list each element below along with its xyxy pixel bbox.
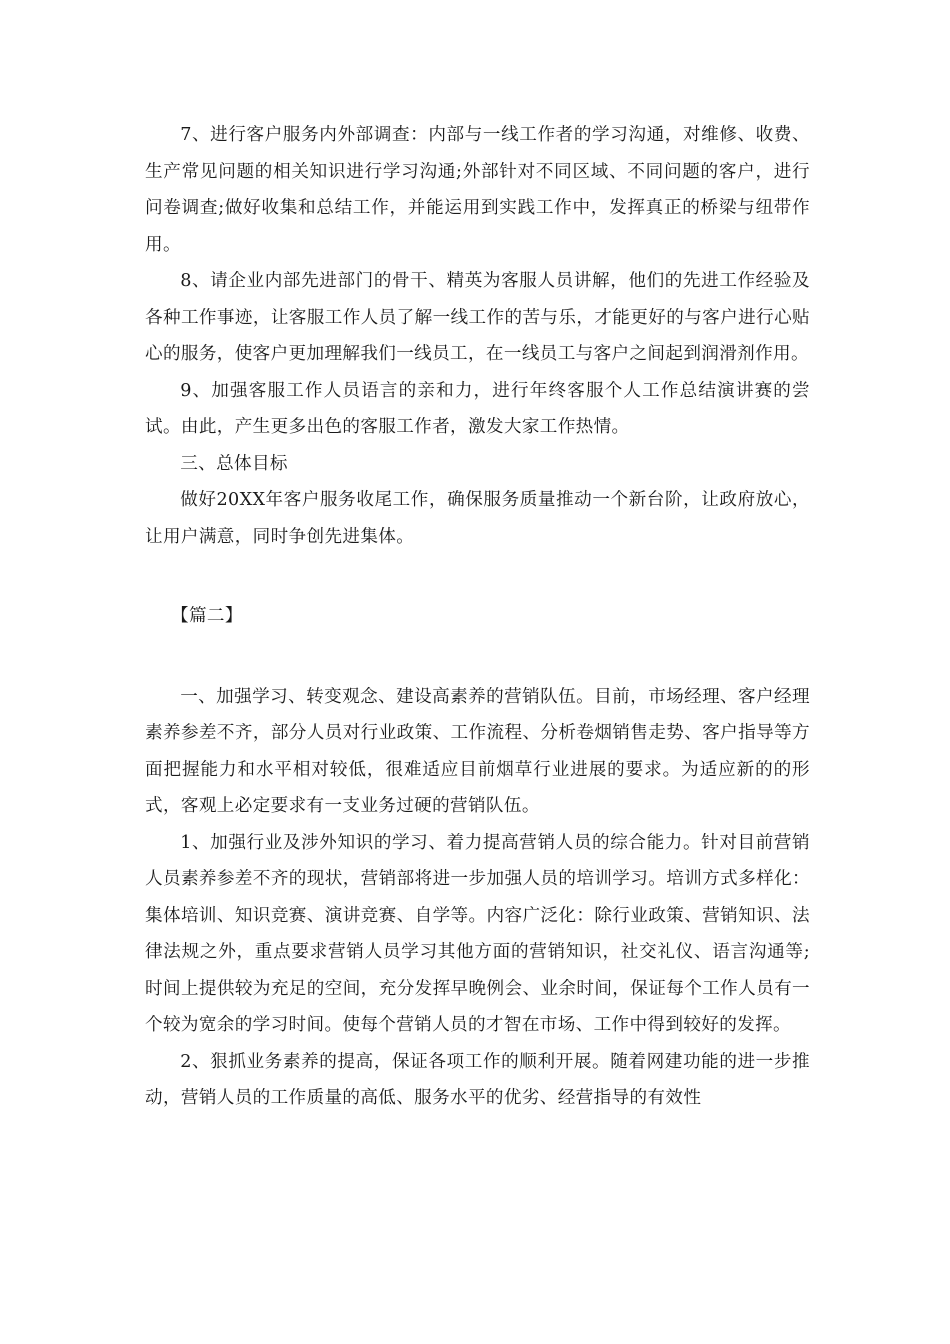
section-title: 【篇二】: [171, 606, 243, 626]
paragraph-item-9: 9、加强客服工作人员语言的亲和力，进行年终客服个人工作总结演讲赛的尝试。由此，产生更多出色的客服工作者，激发大家工作热情。: [145, 380, 810, 437]
paragraph-item-1: 1、加强行业及涉外知识的学习、着力提高营销人员的综合能力。针对目前营销人员素养参差不齐的现状，营销部将进一步加强人员的培训学习。培训方式多样化：集体培训、知识竞赛、演讲竞赛、自学等。内容广泛化：除行业政策、营销知识、法律法规之外，重点要求营销人员学习其他方面的营销知识，社交礼仪、语言沟通等;时间上提供较为充足的空间，充分发挥早晚例会、业余时间，保证每个工作人员有一个较为宽余的学习时间。使每个营销人员的才智在市场、工作中得到较好的发挥。: [145, 832, 810, 1035]
paragraph-item-8: 8、请企业内部先进部门的骨干、精英为客服人员讲解，他们的先进工作经验及各种工作事迹，让客服工作人员了解一线工作的苦与乐，才能更好的与客户进行心贴心的服务，使客户更加理解我们一线员工，在一线员工与客户之间起到润滑剂作用。: [145, 271, 810, 364]
paragraph-part-one: 一、加强学习、转变观念、建设高素养的营销队伍。目前，市场经理、客户经理素养参差不齐，部分人员对行业政策、工作流程、分析卷烟销售走势、客户指导等方面把握能力和水平相对较低，很难适应目前烟草行业进展的要求。为适应新的的形式，客观上必定要求有一支业务过硬的营销队伍。: [145, 686, 810, 816]
paragraph-item-7: 7、进行客户服务内外部调查：内部与一线工作者的学习沟通，对维修、收费、生产常见问题的相关知识进行学习沟通;外部针对不同区域、不同问题的客户，进行问卷调查;做好收集和总结工作，并能运用到实践工作中，发挥真正的桥梁与纽带作用。: [145, 125, 810, 255]
section-spacer-top: [145, 555, 810, 598]
paragraph-item-2: 2、狠抓业务素养的提高，保证各项工作的顺利开展。随着网建功能的进一步推动，营销人员的工作质量的高低、服务水平的优劣、经营指导的有效性: [145, 1051, 810, 1108]
section-spacer-bottom: [145, 635, 810, 679]
document-body: [145, 117, 810, 1117]
heading-overall-goal: 三、总体目标: [180, 453, 288, 474]
paragraph-goal: 做好20XX年客户服务收尾工作，确保服务质量推动一个新台阶，让政府放心，让用户满意，同时争创先进集体。: [145, 490, 810, 547]
